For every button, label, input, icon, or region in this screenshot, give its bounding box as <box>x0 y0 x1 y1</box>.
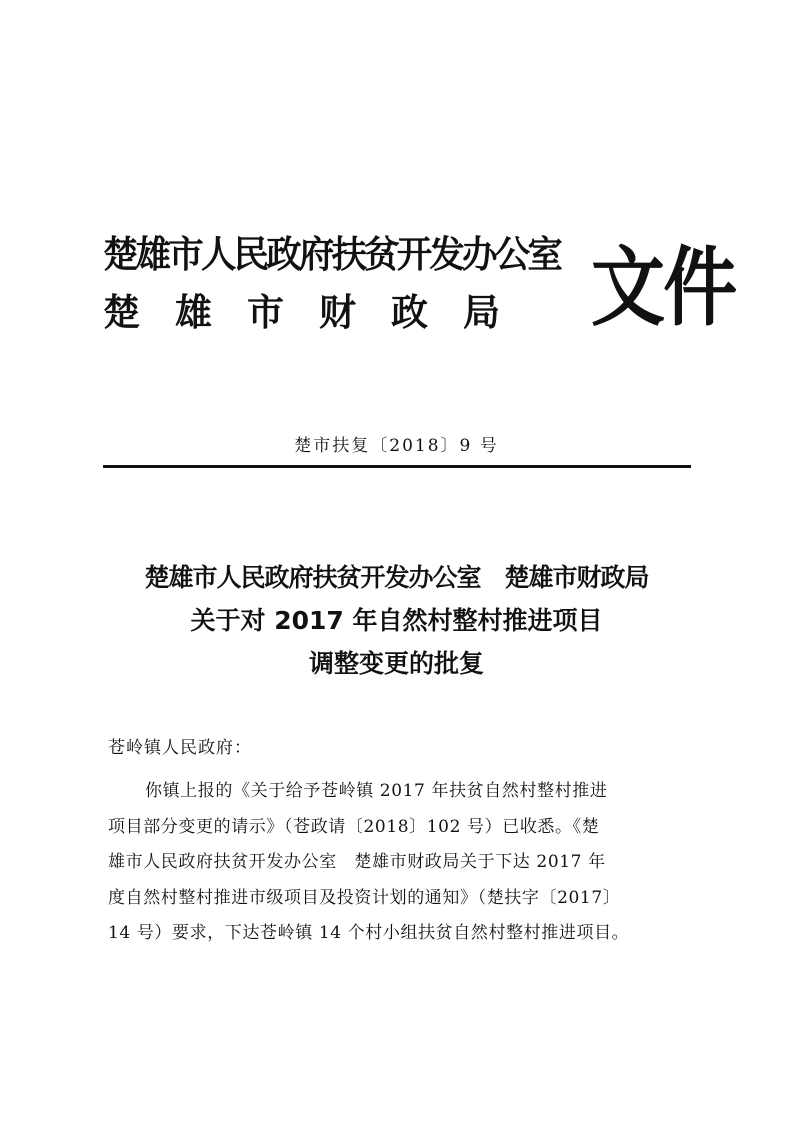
body-line: 雄市人民政府扶贫开发办公室 楚雄市财政局关于下达 2017 年 <box>108 852 606 872</box>
issuing-agencies <box>103 226 581 342</box>
body-line: 度自然村整村推进市级项目及投资计划的通知》（楚扶字〔2017〕 <box>108 887 621 908</box>
body-line: 14 号）要求，下达苍岭镇 14 个村小组扶贫自然村整村推进项目。 <box>108 923 630 943</box>
addressee: 苍岭镇人民政府： <box>108 738 252 758</box>
issuer-poverty-office: 楚雄市人民政府扶贫开发办公室 <box>103 233 560 276</box>
title-line: 调整变更的批复 <box>308 649 484 678</box>
document-header <box>103 226 736 356</box>
document-title <box>0 556 793 685</box>
document-word: 文件 <box>591 238 736 338</box>
body-line: 你镇上报的《关于给予苍岭镇 2017 年扶贫自然村整村推进 <box>145 781 608 801</box>
header-divider <box>103 465 691 468</box>
body-line: 项目部分变更的请示》（苍政请〔2018〕102 号）已收悉。《楚 <box>108 816 600 837</box>
title-line: 楚雄市人民政府扶贫开发办公室 楚雄市财政局 <box>144 563 649 592</box>
issuer-finance-bureau: 楚雄市财政局 <box>103 291 535 334</box>
title-line: 关于对 2017 年自然村整村推进项目 <box>190 606 603 635</box>
body-paragraph <box>108 774 691 952</box>
document-number: 楚市扶复〔2018〕9 号 <box>294 436 499 456</box>
